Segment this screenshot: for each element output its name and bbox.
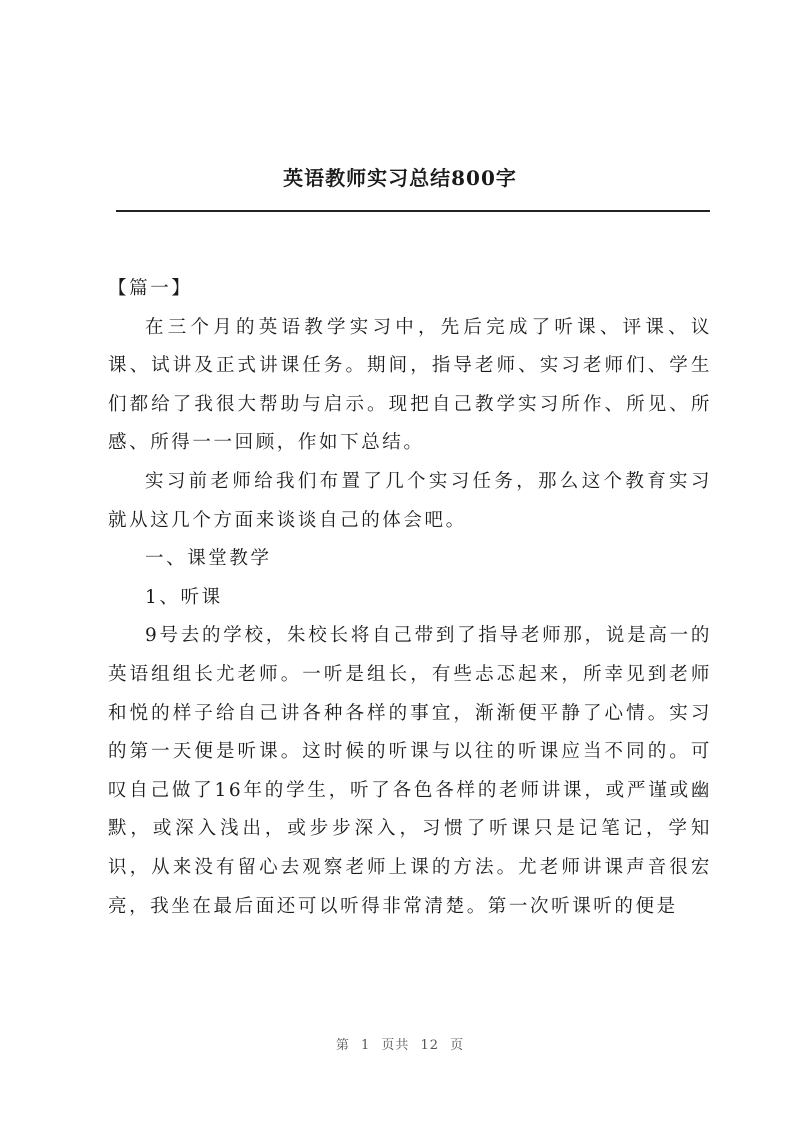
- subheading-classroom-teaching: 一、课堂教学: [145, 548, 272, 570]
- paragraph-first-day: 9号去的学校，朱校长将自己带到了指导老师那，说是高一的英语组组长尤老师。一听是组长，有些忐忑起来，所幸见到老师和悦的样子给自己讲各种各样的事宜，渐渐便平静了心情。实习的第一天便是听课。这时候的听课与以往的听课应当不同的。可叹自己做了16年的学生，听了各色各样的老师讲课，或严谨或幽默，或深入浅出，或步步深入，习惯了听课只是记笔记，学知识，从来没有留心去观察老师上课的方法。尤老师讲课声音很宏亮，我坐在最后面还可以听得非常清楚。第一次听课听的便是: [108, 625, 712, 917]
- page-number-footer: 第 1 页共 12 页: [335, 1038, 465, 1053]
- section-label: 【篇一】: [108, 278, 193, 299]
- subheading-listening: 1、听课: [145, 586, 223, 608]
- document-body: [108, 270, 712, 926]
- paragraph-intro: 在三个月的英语教学实习中，先后完成了听课、评课、议课、试讲及正式讲课任务。期间，指导老师、实习老师们、学生们都给了我很大帮助与启示。现把自己教学实习所作、所见、所感、所得一一回顾，作如下总结。: [108, 316, 712, 454]
- title-divider: [116, 210, 710, 212]
- document-title: 英语教师实习总结800字: [283, 166, 517, 190]
- paragraph-tasks: 实习前老师给我们布置了几个实习任务，那么这个教育实习就从这几个方面来谈谈自己的体会吧。: [108, 470, 712, 531]
